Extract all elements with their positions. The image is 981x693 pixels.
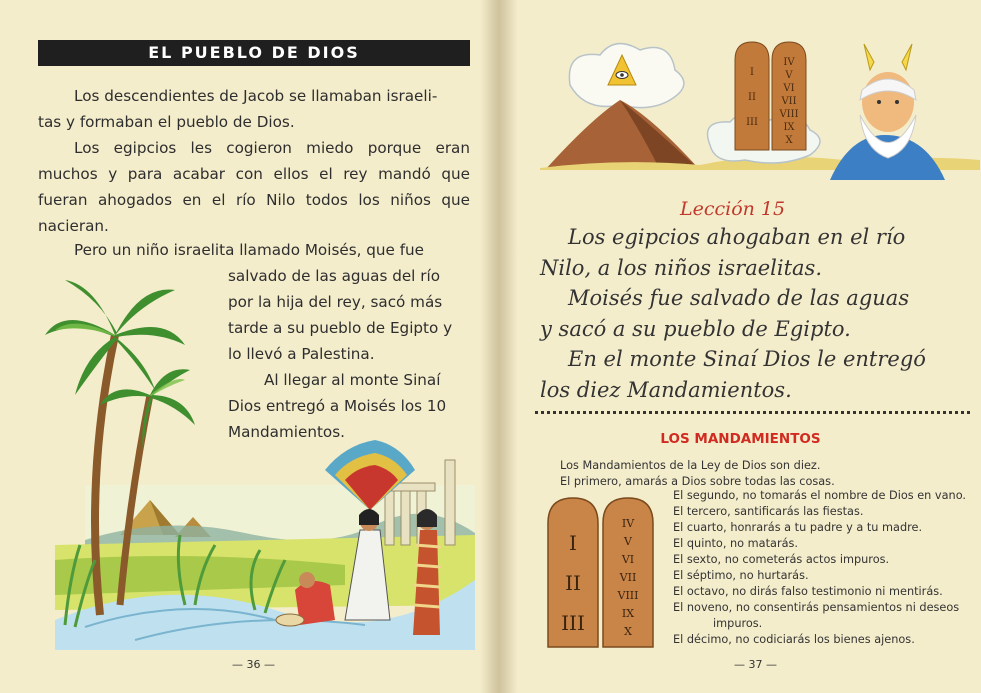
text-line: Mandamientos. [228, 423, 345, 441]
svg-text:IV: IV [783, 57, 795, 68]
svg-text:I: I [750, 67, 754, 78]
commandment-item: El tercero, santificarás las fiestas. [673, 505, 864, 518]
commandment-item: El noveno, no consentirás pensamientos ni deseos [673, 601, 960, 614]
text-line: Al llegar al monte Sinaí [264, 371, 441, 389]
cursive-line: Nilo, a los niños israelitas. [540, 255, 822, 280]
text-line: Los egipcios les cogieron miedo porque eran [74, 139, 470, 157]
svg-text:IX: IX [783, 122, 795, 133]
tablet-numeral: II [565, 571, 581, 595]
cursive-line: Los egipcios ahogaban en el río [568, 225, 906, 249]
sinai-illustration [540, 30, 980, 190]
text-line: nacieran. [38, 217, 109, 235]
text-line: lo llevó a Palestina. [228, 345, 375, 363]
svg-text:VI: VI [783, 83, 795, 94]
commandment-item: El sexto, no cometerás actos impuros. [673, 553, 890, 566]
svg-text:VIII: VIII [779, 109, 799, 120]
tablet-numeral: VIII [617, 589, 639, 602]
tablet-numeral: IX [621, 607, 635, 620]
cursive-line: los diez Mandamientos. [540, 377, 792, 402]
chapter-title-bar [38, 40, 470, 66]
dotted-divider [535, 411, 970, 414]
cursive-line: Moisés fue salvado de las aguas [568, 286, 910, 310]
tablet-numeral: I [569, 531, 577, 555]
tablet-numeral: V [624, 535, 632, 548]
text-line: por la hija del rey, sacó más [228, 293, 443, 311]
text-line: fueran ahogados en el río Nilo todos los niños que [38, 191, 470, 209]
tablet-numeral: VI [621, 553, 635, 566]
commandment-item: El décimo, no codiciarás los bienes ajenos. [673, 633, 915, 646]
text-line: muchos y para acabar con ellos el rey mandó que [38, 165, 470, 183]
lesson-title: Lección 15 [680, 198, 786, 220]
cursive-lesson-text [540, 222, 970, 405]
tablet-numeral: IV [621, 517, 635, 530]
page-number-left: — 36 — [232, 658, 275, 671]
right-page [500, 0, 981, 693]
text-line: tas y formaban el pueblo de Dios. [38, 113, 295, 131]
moses-nile-illustration [45, 275, 475, 650]
svg-text:V: V [785, 70, 793, 81]
cursive-line: y sacó a su pueblo de Egipto. [540, 316, 851, 341]
intro-line: Los Mandamientos de la Ley de Dios son diez. [560, 459, 821, 472]
paragraph-1 [38, 83, 470, 135]
commandment-item: El cuarto, honrarás a tu padre y a tu madre. [673, 521, 923, 534]
intro-line: El primero, amarás a Dios sobre todas las cosas. [560, 475, 835, 488]
chapter-title: EL PUEBLO DE DIOS [148, 43, 360, 62]
page-number-right: — 37 — [734, 658, 777, 671]
text-line: Los descendientes de Jacob se llamaban israeli- [74, 87, 438, 105]
commandment-item: El octavo, no dirás falso testimonio ni mentirás. [673, 585, 943, 598]
text-line: salvado de las aguas del río [228, 267, 440, 285]
text-line: tarde a su pueblo de Egipto y [228, 319, 453, 337]
commandments-heading: LOS MANDAMIENTOS [660, 431, 821, 447]
commandment-item: impuros. [713, 617, 763, 630]
commandments-list [673, 488, 966, 648]
svg-text:III: III [746, 117, 758, 128]
svg-text:II: II [748, 92, 756, 103]
tablet-numeral: VII [619, 571, 637, 584]
commandment-item: El quinto, no matarás. [673, 537, 799, 550]
commandment-item: El séptimo, no hurtarás. [673, 569, 809, 582]
commandment-item: El segundo, no tomarás el nombre de Dios en vano. [673, 489, 967, 502]
tablets-illustration [545, 495, 660, 650]
cursive-line: En el monte Sinaí Dios le entregó [568, 347, 926, 371]
svg-text:VII: VII [781, 96, 797, 107]
tablet-numeral: III [561, 611, 585, 635]
paragraph-3-first-line [38, 237, 470, 263]
svg-text:X: X [785, 135, 793, 146]
text-line: Dios entregó a Moisés los 10 [228, 397, 447, 415]
commandments-intro [560, 458, 835, 490]
tablet-numeral: X [624, 625, 632, 638]
text-line: Pero un niño israelita llamado Moisés, que fue [74, 241, 425, 259]
paragraph-2 [38, 135, 470, 239]
